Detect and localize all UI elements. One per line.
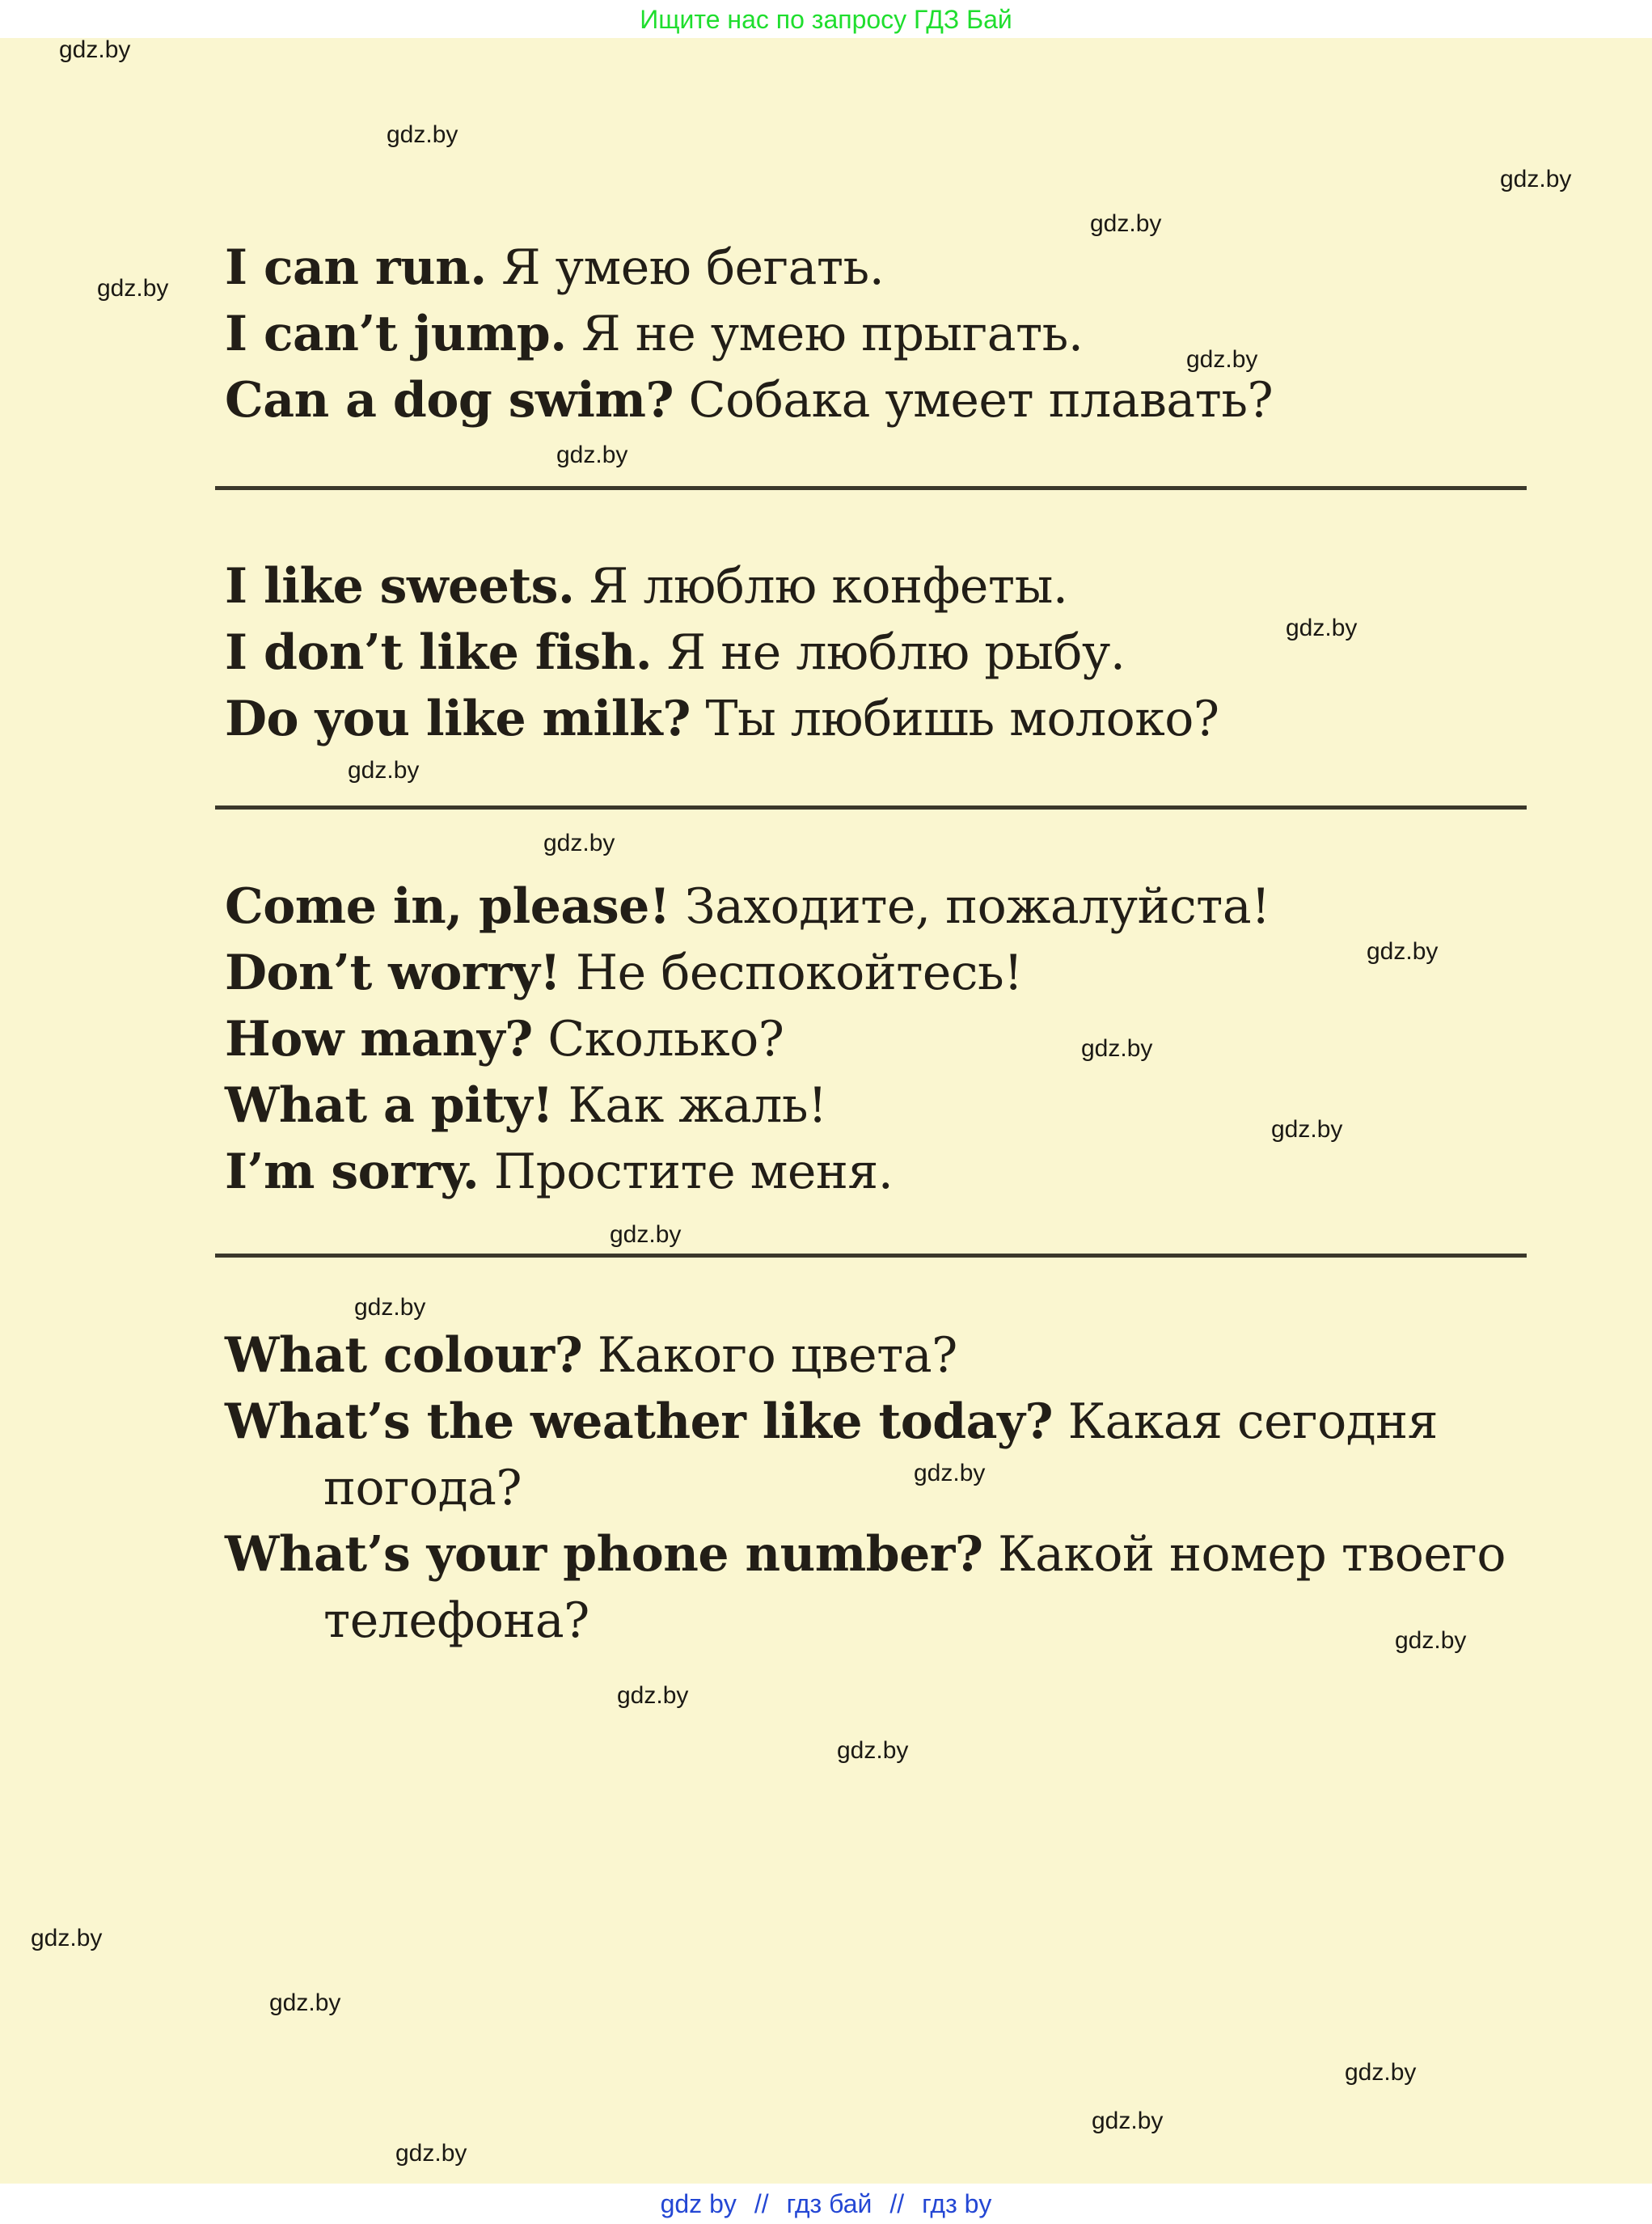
- gdz-watermark: gdz.by: [354, 1294, 426, 1321]
- phrase-entry: [225, 1389, 1528, 1521]
- phrase-entry: [225, 367, 1528, 433]
- russian-translation: Как жаль!: [568, 1077, 827, 1134]
- russian-translation: Я не люблю рыбу.: [666, 624, 1126, 681]
- english-phrase: I don’t like fish.: [225, 624, 653, 681]
- gdz-watermark: gdz.by: [617, 1682, 689, 1709]
- phrase-block-questions: [225, 1322, 1528, 1654]
- phrase-entry: [225, 301, 1528, 367]
- banner-text: Ищите нас по запросу ГДЗ Бай: [640, 4, 1012, 34]
- footer-link-gdz-by[interactable]: gdz by: [660, 2188, 737, 2218]
- gdz-watermark: gdz.by: [1367, 938, 1439, 965]
- gdz-watermark: gdz.by: [97, 275, 169, 302]
- russian-translation: Ты любишь молоко?: [705, 691, 1219, 747]
- russian-translation: Я умею бегать.: [501, 239, 885, 296]
- english-phrase: Come in, please!: [225, 878, 670, 935]
- gdz-watermark: gdz.by: [395, 2140, 467, 2167]
- russian-translation: Собака умеет плавать?: [688, 372, 1274, 429]
- phrase-entry: [225, 1322, 1528, 1389]
- russian-translation: Какого цвета?: [597, 1327, 957, 1384]
- russian-translation: Простите меня.: [493, 1144, 894, 1200]
- english-phrase: How many?: [225, 1011, 533, 1068]
- gdz-watermark: gdz.by: [1286, 615, 1358, 641]
- footer-link-gdz-by-2[interactable]: гдз by: [922, 2188, 992, 2218]
- russian-translation: Сколько?: [547, 1011, 784, 1068]
- english-phrase: What’s the weather like today?: [225, 1393, 1054, 1450]
- phrase-entry: [225, 940, 1528, 1006]
- english-phrase: What colour?: [225, 1327, 583, 1384]
- phrase-block-can: [225, 235, 1528, 433]
- gdz-watermark: gdz.by: [348, 757, 420, 784]
- phrase-entry: [225, 553, 1528, 619]
- russian-translation: Я не умею прыгать.: [581, 306, 1084, 362]
- russian-translation: Я люблю конфеты.: [589, 558, 1068, 615]
- phrase-entry: [225, 1521, 1528, 1654]
- gdz-watermark: gdz.by: [59, 36, 131, 63]
- phrase-block-expressions: [225, 873, 1528, 1205]
- separator-line-3: [215, 1254, 1527, 1258]
- footer: [0, 2184, 1652, 2224]
- english-phrase: I can run.: [225, 239, 487, 296]
- russian-translation: Какая сегодня погода?: [323, 1393, 1439, 1516]
- gdz-watermark: gdz.by: [387, 121, 458, 148]
- russian-translation: Заходите, пожалуйста!: [685, 878, 1270, 935]
- gdz-watermark: gdz.by: [1271, 1116, 1343, 1143]
- gdz-watermark: gdz.by: [837, 1737, 909, 1764]
- phrase-entry: [225, 873, 1528, 940]
- gdz-watermark: gdz.by: [543, 830, 615, 856]
- top-banner: [0, 0, 1652, 38]
- gdz-watermark: gdz.by: [1395, 1627, 1467, 1654]
- gdz-watermark: gdz.by: [1345, 2059, 1417, 2086]
- gdz-watermark: gdz.by: [1186, 346, 1258, 373]
- gdz-watermark: gdz.by: [1090, 210, 1162, 237]
- english-phrase: Don’t worry!: [225, 945, 561, 1001]
- gdz-watermark: gdz.by: [1092, 2108, 1164, 2134]
- separator-line-1: [215, 486, 1527, 490]
- phrase-entry: [225, 235, 1528, 301]
- english-phrase: I can’t jump.: [225, 306, 567, 362]
- phrase-block-like: [225, 553, 1528, 752]
- english-phrase: Can a dog swim?: [225, 372, 674, 429]
- footer-link-gdz-bai[interactable]: гдз бай: [786, 2188, 872, 2218]
- english-phrase: What a pity!: [225, 1077, 553, 1134]
- english-phrase: Do you like milk?: [225, 691, 691, 747]
- gdz-watermark: gdz.by: [31, 1925, 103, 1951]
- gdz-watermark: gdz.by: [1500, 166, 1572, 192]
- phrase-entry: [225, 686, 1528, 752]
- footer-divider: //: [754, 2188, 769, 2218]
- russian-translation: Не беспокойтесь!: [575, 945, 1023, 1001]
- english-phrase: What’s your phone number?: [225, 1526, 983, 1583]
- gdz-watermark: gdz.by: [269, 1989, 341, 2016]
- gdz-watermark: gdz.by: [1081, 1035, 1153, 1062]
- gdz-watermark: gdz.by: [556, 442, 628, 468]
- phrase-entry: [225, 1006, 1528, 1072]
- phrase-entry: [225, 1139, 1528, 1205]
- english-phrase: I’m sorry.: [225, 1144, 480, 1200]
- footer-divider: //: [889, 2188, 905, 2218]
- english-phrase: I like sweets.: [225, 558, 575, 615]
- russian-translation: Какой номер твоего телефона?: [323, 1526, 1506, 1649]
- gdz-watermark: gdz.by: [914, 1460, 986, 1486]
- gdz-watermark: gdz.by: [610, 1221, 682, 1248]
- separator-line-2: [215, 805, 1527, 810]
